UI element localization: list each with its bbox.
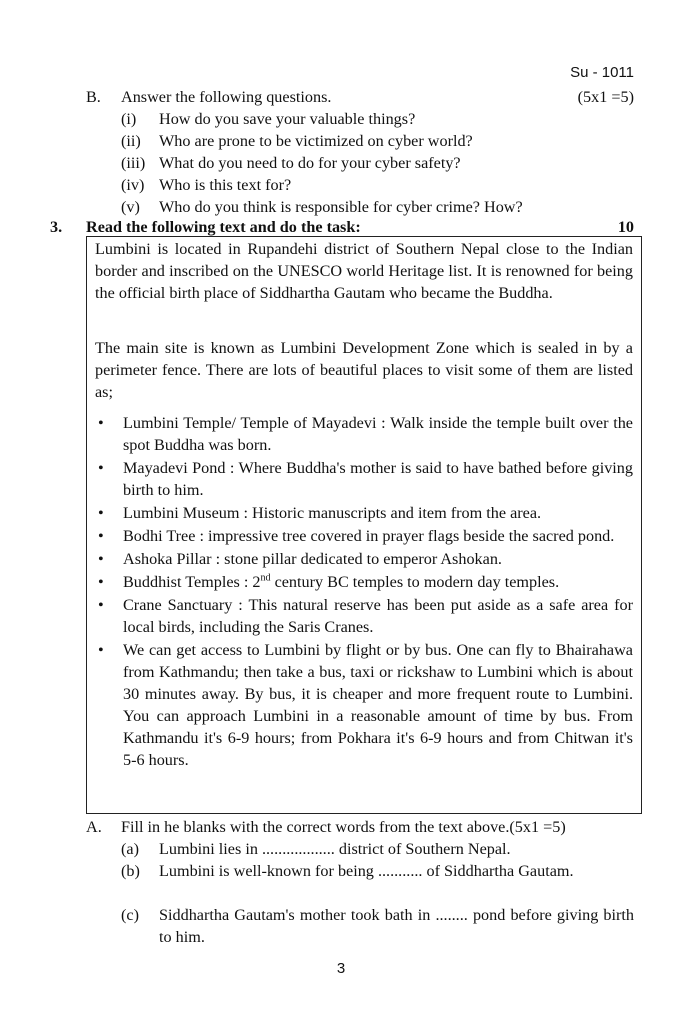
list-item-text: Crane Sanctuary : This natural reserve has been put aside as a safe area for local birds, including the Saris Cranes. [123,596,633,636]
question-row [0,174,682,196]
places-list [95,412,633,772]
question-text: How do you save your valuable things? [159,110,416,128]
list-item-text: We can get access to Lumbini by flight or by bus. One can fly to Bhairahawa from Kathmandu; then take a bus, taxi or rickshaw to Lumbini which is about 30 minutes away. By bus, it is cheaper and more frequent route to Lumbini. You can approach Lumbini in a reasonable amount of time by bus. From Kathmandu it's 6-9 hours; from Pokhara it's 6-9 hours and from Chitwan it's 5-6 hours. [123,641,633,769]
question-number: (ii) [121,132,141,150]
list-item [95,412,633,456]
bullet-icon: • [98,527,104,545]
bullet-icon: • [98,596,104,614]
bullet-icon: • [98,459,104,477]
list-item-text: Bodhi Tree : impressive tree covered in prayer flags beside the sacred pond. [123,527,615,545]
bullet-icon: • [98,414,104,432]
question-number: (iv) [121,176,145,194]
bullet-icon: • [98,641,104,659]
question-row [0,130,682,152]
question-3-instruction: Read the following text and do the task: [86,218,361,236]
passage-paragraph-2: The main site is known as Lumbini Development Zone which is sealed in by a perimeter fence. There are lots of beautiful places to visit some of them are listed as; [95,339,633,401]
list-item [95,525,633,547]
section-a-letter: A. [86,818,102,836]
list-item-text: Ashoka Pillar : stone pillar dedicated to emperor Ashokan. [123,550,502,568]
list-item-text: Mayadevi Pond : Where Buddha's mother is said to have bathed before giving birth to him. [123,459,633,499]
section-b-marks: (5x1 =5) [577,88,634,106]
question-number: (iii) [121,154,146,172]
question-row [0,152,682,174]
question-text: Who is this text for? [159,176,292,194]
list-item-text: Lumbini Temple/ Temple of Mayadevi : Walk inside the temple built over the spot Buddha was born. [123,414,633,454]
passage-paragraph-1: Lumbini is located in Rupandehi district of Southern Nepal close to the Indian border and inscribed on the UNESCO world Heritage list. It is renowned for being the official birth place of Siddhartha Gautam who became the Buddha. [95,240,633,302]
paper-code: Su - 1011 [570,64,634,81]
list-item [95,639,633,771]
list-item [95,594,633,638]
question-text: Lumbini lies in .................. district of Southern Nepal. [159,840,511,858]
list-item [95,457,633,501]
question-text: Who are prone to be victimized on cyber world? [159,132,473,150]
list-item-text: Lumbini Museum : Historic manuscripts and item from the area. [123,504,542,522]
question-row [0,108,682,130]
bullet-icon: • [98,550,104,568]
list-item [95,571,633,593]
list-item-text-end: century BC temples to modern day temples. [270,573,560,591]
section-b-letter: B. [86,88,101,106]
question-row [0,196,682,218]
question-text: Lumbini is well-known for being ........... of Siddhartha Gautam. [159,862,574,880]
section-b-header [0,86,682,108]
question-text: Who do you think is responsible for cyber crime? How? [159,198,523,216]
question-number: (v) [121,198,140,216]
ordinal-superscript: nd [260,572,271,584]
question-3-header [0,216,682,238]
section-a-header [0,816,682,838]
question-number: (a) [121,840,139,858]
page-number: 3 [336,960,346,977]
list-item [95,548,633,570]
question-3-number: 3. [50,218,63,236]
bullet-icon: • [98,504,104,522]
question-3-marks: 10 [617,218,634,236]
list-item [95,502,633,524]
list-item-text-start: Buddhist Temples : 2 [123,573,261,591]
question-text: Siddhartha Gautam's mother took bath in ........ pond before giving birth to him. [159,906,634,946]
question-text: What do you need to do for your cyber safety? [159,154,461,172]
bullet-icon: • [98,573,104,591]
section-b-instruction: Answer the following questions. [121,88,332,106]
question-number: (i) [121,110,137,128]
section-a-instruction: Fill in he blanks with the correct words from the text above.(5x1 =5) [121,818,566,836]
question-number: (c) [121,906,139,924]
question-number: (b) [121,862,140,880]
